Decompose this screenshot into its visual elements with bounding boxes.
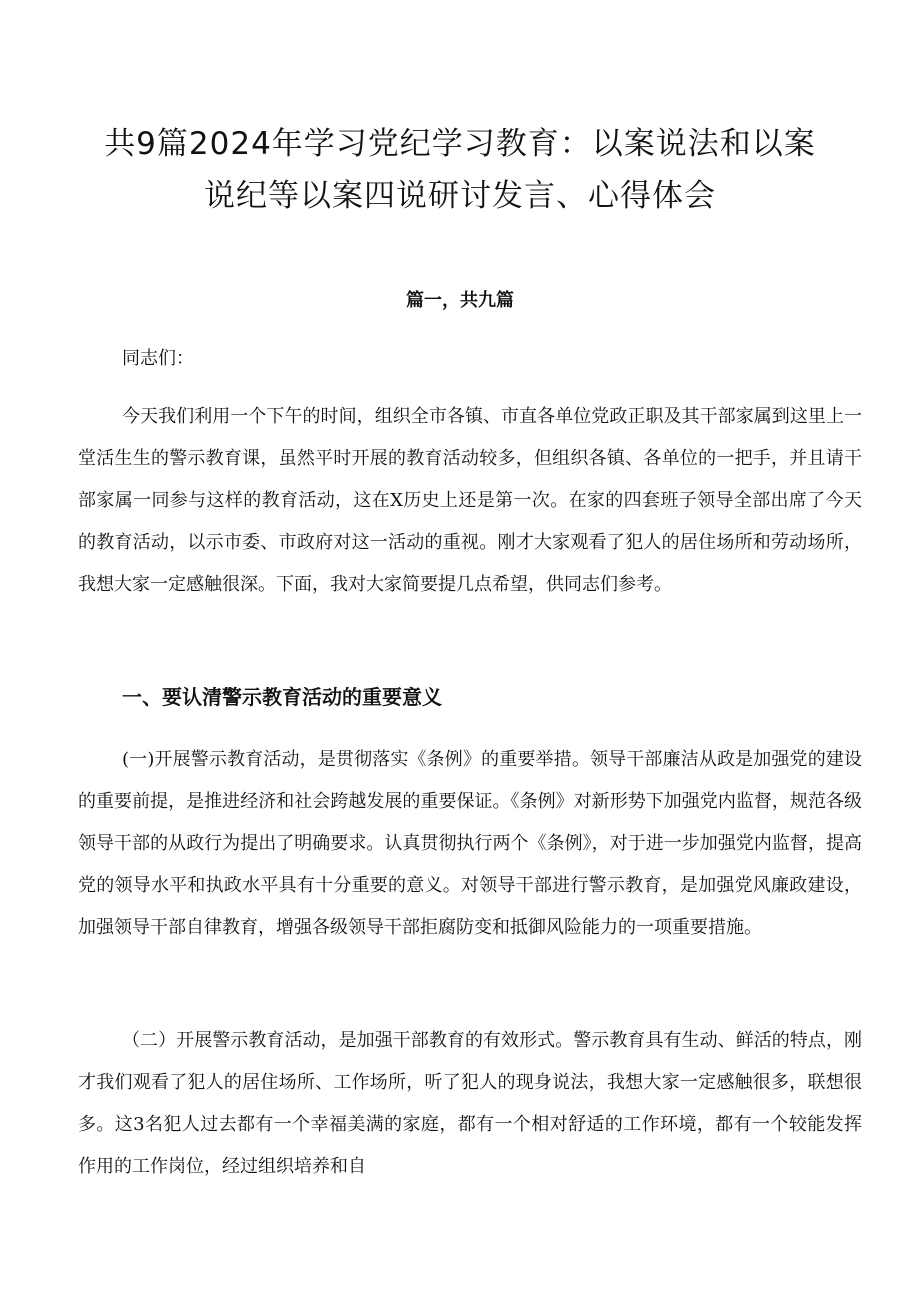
- salutation: 同志们：: [122, 348, 194, 369]
- title-line-1: 共9篇2024年学习党纪学习教育：以案说法和以案: [104, 126, 816, 162]
- document-subtitle: 篇一，共九篇: [406, 290, 514, 311]
- document-title: [60, 118, 860, 222]
- title-line-2: 说纪等以案四说研讨发言、心得体会: [204, 178, 716, 214]
- paragraph-section-1-2: （二）开展警示教育活动，是加强干部教育的有效形式。警示教育具有生动、鲜活的特点，刚才我们观看了犯人的居住场所、工作场所，听了犯人的现身说法，我想大家一定感触很多，联想很多。这3名犯人过去都有一个幸福美满的家庭，都有一个相对舒适的工作环境，都有一个较能发挥作用的工作岗位，经过组织培养和自: [78, 1030, 862, 1177]
- section-heading-1: 一、要认清警示教育活动的重要意义: [122, 685, 442, 709]
- paragraph-intro: 今天我们利用一个下午的时间，组织全市各镇、市直各单位党政正职及其干部家属到这里上一堂活生生的警示教育课，虽然平时开展的教育活动较多，但组织各镇、各单位的一把手，并且请干部家属一同参与这样的教育活动，这在X历史上还是第一次。在家的四套班子领导全部出席了今天的教育活动，以示市委、市政府对这一活动的重视。刚才大家观看了犯人的居住场所和劳动场所，我想大家一定感触很深。下面，我对大家简要提几点希望，供同志们参考。: [78, 406, 862, 595]
- paragraph-section-1-1: (一)开展警示教育活动，是贯彻落实《条例》的重要举措。领导干部廉洁从政是加强党的建设的重要前提，是推进经济和社会跨越发展的重要保证。《条例》对新形势下加强党内监督，规范各级领导干部的从政行为提出了明确要求。认真贯彻执行两个《条例》，对于进一步加强党内监督，提高党的领导水平和执政水平具有十分重要的意义。对领导干部进行警示教育，是加强党风廉政建设，加强领导干部自律教育，增强各级领导干部拒腐防变和抵御风险能力的一项重要措施。: [78, 749, 862, 938]
